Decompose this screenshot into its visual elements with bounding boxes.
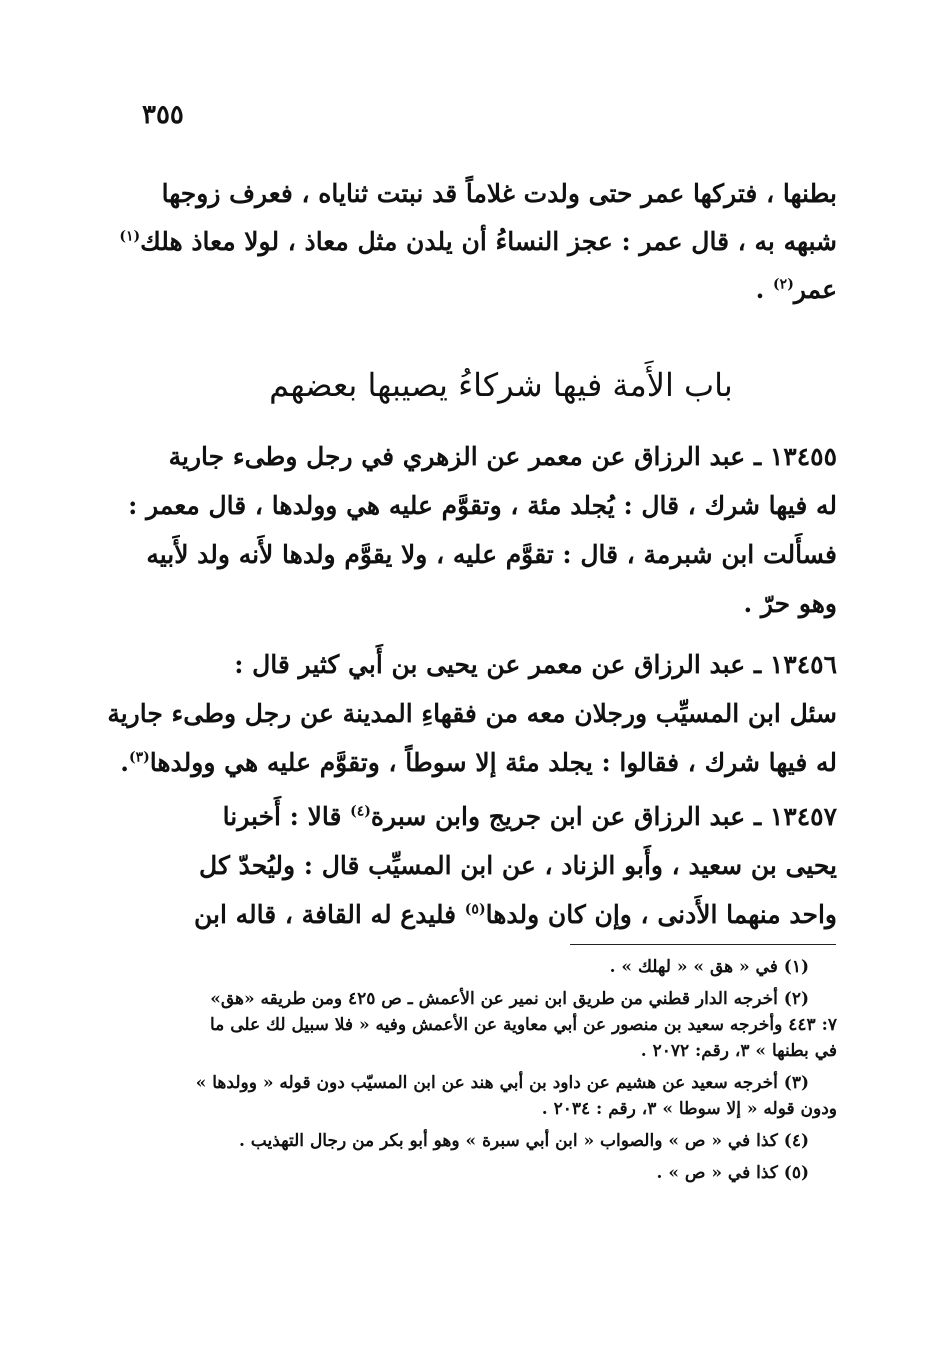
text-run: عمر bbox=[793, 275, 837, 304]
paragraph-13455 bbox=[128, 432, 837, 628]
text-run: له فيها شرك ، فقالوا : يجلد مئة إلا سوطاً ، وتقوَّم عليه هي وولدها bbox=[149, 748, 837, 777]
section-heading: باب الأَمة فيها شركاءُ يصيبها بعضهم bbox=[269, 366, 733, 404]
text-line: يحيى بن سعيد ، وأَبو الزناد ، عن ابن المسيِّب قال : وليُحدّ كل bbox=[199, 851, 837, 880]
text-run: قالا : أَخبرنا bbox=[222, 802, 351, 831]
text-line: ١٣٤٥٥ ـ عبد الرزاق عن معمر عن الزهري في رجل وطىء جارية bbox=[168, 442, 837, 471]
footnote-line: (٣) أخرجه سعيد عن هشيم عن داود بن أبي هند عن ابن المسيّب دون قوله « وولدها » bbox=[195, 1073, 809, 1093]
text-run: ١٣٤٥٧ ـ عبد الرزاق عن ابن جريج وابن سبرة bbox=[370, 802, 837, 831]
footnote-line: ودون قوله « إلا سوطا » ٣، رقم : ٢٠٣٤ . bbox=[541, 1099, 837, 1119]
footnote-ref: (٢) bbox=[773, 276, 794, 293]
footnote-ref: (٤) bbox=[350, 803, 371, 820]
intro-paragraph bbox=[119, 170, 837, 314]
text-line bbox=[120, 738, 837, 787]
text-line: ١٣٤٥٦ ـ عبد الرزاق عن معمر عن يحيى بن أَبي كثير قال : bbox=[234, 650, 837, 679]
paragraph-13456 bbox=[107, 640, 837, 787]
text-line bbox=[165, 890, 837, 939]
footnote-line: (١) في « هق » « لهلك » . bbox=[609, 957, 809, 977]
text-run: شبهه به ، قال عمر : عجز النساءُ أن يلدن مثل معاذ ، لولا معاذ هلك bbox=[140, 227, 837, 256]
footnote-divider bbox=[570, 944, 836, 945]
footnote-line: ٧: ٤٤٣ وأخرجه سعيد بن منصور عن أبي معاوية عن الأعمش وفيه « فلا سبيل لك على ما bbox=[209, 1015, 837, 1035]
text-line bbox=[119, 218, 837, 266]
text-line: بطنها ، فتركها عمر حتى ولدت غلاماً قد نبتت ثناياه ، فعرف زوجها bbox=[161, 179, 837, 208]
footnote-line: (٥) كذا في « ص » . bbox=[656, 1163, 809, 1183]
paragraph-13457 bbox=[165, 792, 837, 939]
text-run: واحد منهما الأَدنى ، وإن كان ولدها bbox=[485, 900, 837, 929]
page-number: ٣٥٥ bbox=[142, 100, 184, 130]
footnotes bbox=[165, 954, 837, 1186]
footnote-line: في بطنها » ٣، رقم: ٢٠٧٢ . bbox=[640, 1041, 837, 1061]
text-line: وهو حرّ . bbox=[743, 589, 837, 618]
text-line: فسأَلت ابن شبرمة ، قال : تقوَّم عليه ، ولا يقوَّم ولدها لأَنه ولد لأَبيه bbox=[146, 540, 837, 569]
footnote-ref: (١) bbox=[119, 228, 141, 245]
text-line bbox=[165, 266, 837, 314]
footnote-ref: (٣) bbox=[128, 749, 150, 766]
footnote-line: (٢) أخرجه الدار قطني من طريق ابن نمير عن الأعمش ـ ص ٤٢٥ ومن طريقه «هق» bbox=[210, 989, 809, 1009]
text-line: له فيها شرك ، قال : يُجلد مئة ، وتقوَّم عليه هي وولدها ، قال معمر : bbox=[128, 491, 837, 520]
text-line: سئل ابن المسيِّب ورجلان معه من فقهاءِ المدينة عن رجل وطىء جارية bbox=[107, 699, 837, 728]
text-run: . bbox=[120, 748, 129, 777]
footnote-line: (٤) كذا في « ص » والصواب « ابن أبي سبرة » وهو أبو بكر من رجال التهذيب . bbox=[238, 1131, 809, 1151]
text-run: . bbox=[755, 275, 774, 304]
text-run: فليدع له القافة ، قاله ابن bbox=[193, 900, 465, 929]
text-line bbox=[165, 792, 837, 841]
footnote-ref: (٥) bbox=[464, 901, 486, 918]
